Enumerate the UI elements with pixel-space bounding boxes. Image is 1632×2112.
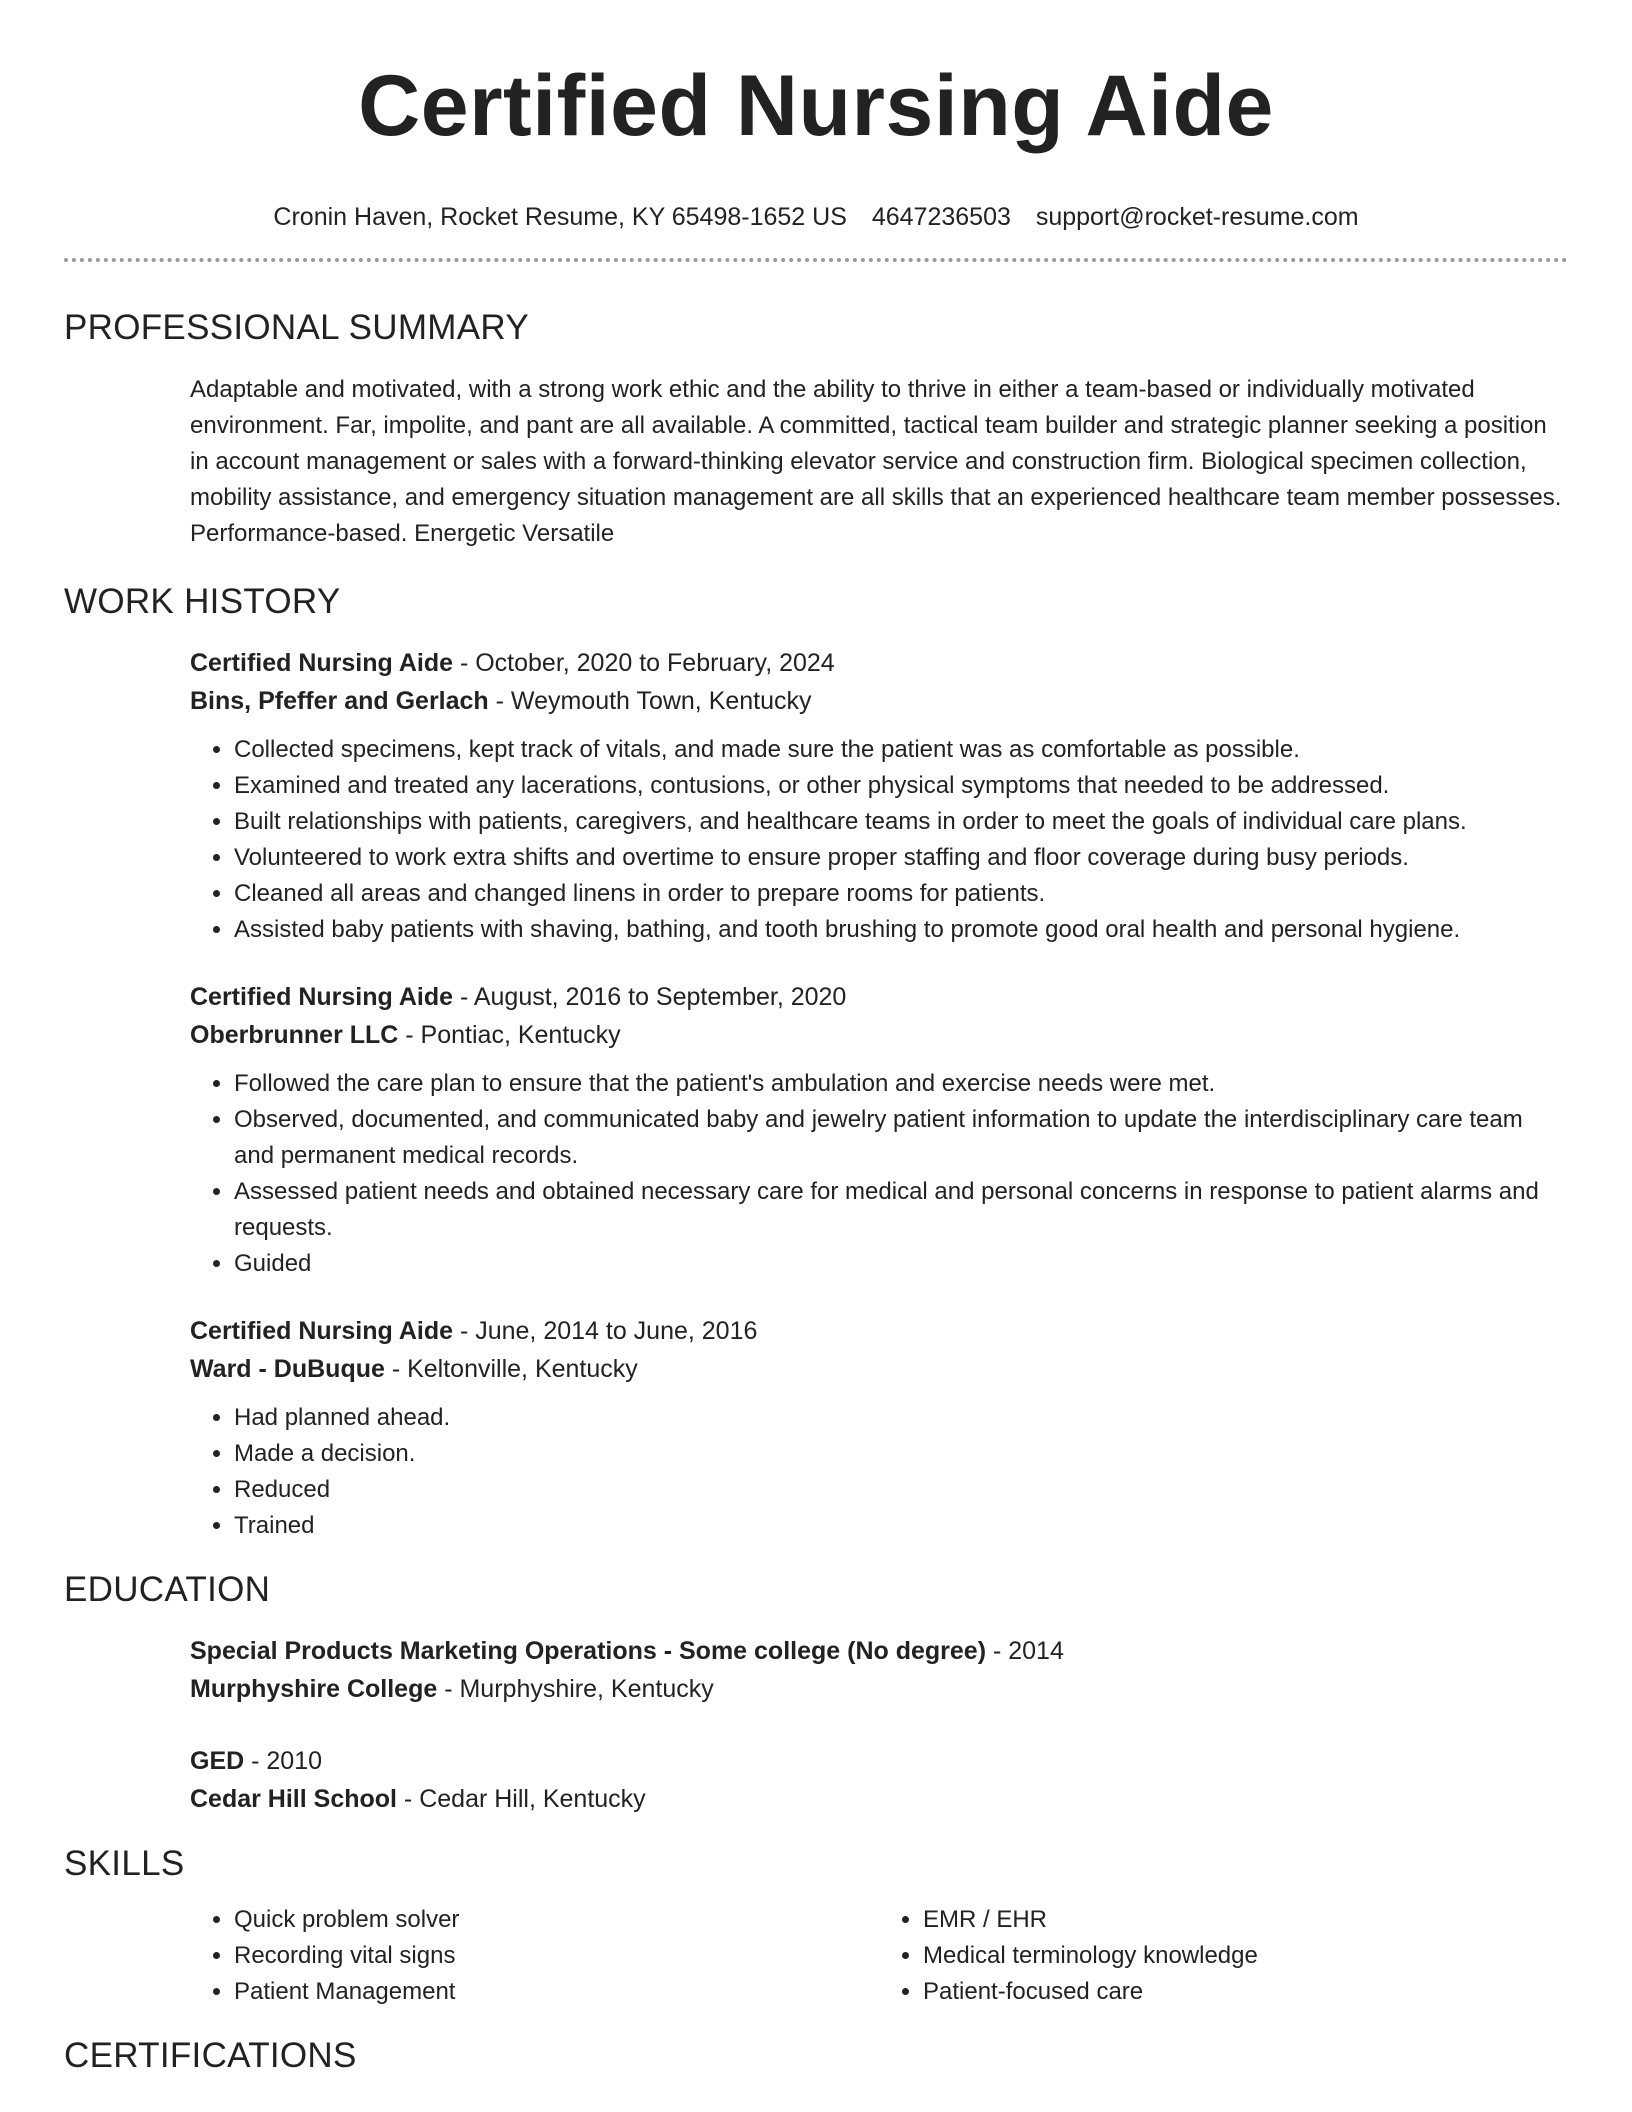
job-location: - Keltonville, Kentucky xyxy=(384,1355,638,1383)
job-duties-list xyxy=(190,732,1568,948)
job-duty: • Followed the care plan to ensure that the patient's ambulation and exercise needs were met. xyxy=(234,1066,1568,1102)
job-dates: - October, 2020 to February, 2024 xyxy=(453,649,835,677)
job-duty: • Had planned ahead. xyxy=(234,1400,1568,1436)
education-school: Cedar Hill School xyxy=(190,1785,397,1813)
job-duties-list xyxy=(190,1400,1568,1544)
header-divider xyxy=(64,258,1568,262)
job-company: Ward - DuBuque xyxy=(190,1355,385,1383)
job-location: - Pontiac, Kentucky xyxy=(398,1021,621,1049)
contact-email: support@rocket-resume.com xyxy=(1035,203,1359,231)
section-heading-work: WORK HISTORY xyxy=(64,582,341,621)
job-duty: • Examined and treated any lacerations, contusions, or other physical symptoms that needed to be addressed. xyxy=(234,768,1568,804)
job-company: Oberbrunner LLC xyxy=(190,1021,399,1049)
job-duty: • Guided xyxy=(234,1246,1568,1282)
education-degree-line xyxy=(190,1632,1568,1670)
section-heading-certifications: CERTIFICATIONS xyxy=(64,2036,357,2075)
education-degree: GED xyxy=(190,1747,245,1775)
education-school-line xyxy=(190,1670,1568,1708)
job-duty: • Collected specimens, kept track of vitals, and made sure the patient was as comfortable as possible. xyxy=(234,732,1568,768)
job-entry xyxy=(190,978,1568,1282)
job-duty: • Built relationships with patients, caregivers, and healthcare teams in order to meet the goals of individual care plans. xyxy=(234,804,1568,840)
contact-line xyxy=(64,202,1568,232)
job-title-line xyxy=(190,978,1568,1016)
education-year: - 2014 xyxy=(986,1637,1064,1665)
education-entry xyxy=(190,1632,1568,1708)
job-location: - Weymouth Town, Kentucky xyxy=(488,687,812,715)
job-entry xyxy=(190,644,1568,948)
job-title: Certified Nursing Aide xyxy=(190,983,453,1011)
job-duty: • Reduced xyxy=(234,1472,1568,1508)
contact-phone: 4647236503 xyxy=(871,203,1011,231)
skill-item: • Medical terminology knowledge xyxy=(923,1938,1568,1974)
job-company: Bins, Pfeffer and Gerlach xyxy=(190,687,489,715)
job-duty: • Volunteered to work extra shifts and overtime to ensure proper staffing and floor coverage during busy periods. xyxy=(234,840,1568,876)
education-location: - Cedar Hill, Kentucky xyxy=(396,1785,646,1813)
job-dates: - June, 2014 to June, 2016 xyxy=(453,1317,758,1345)
section-summary xyxy=(64,308,1568,552)
skills-list-right xyxy=(879,1902,1568,2010)
job-company-line xyxy=(190,1016,1568,1054)
skill-item: • Recording vital signs xyxy=(234,1938,879,1974)
job-duty: • Observed, documented, and communicated baby and jewelry patient information to update the interdisciplinary care team and permanent medical records. xyxy=(234,1102,1568,1174)
summary-text: Adaptable and motivated, with a strong work ethic and the ability to thrive in either a team-based or individually motivated environment. Far, impolite, and pant are all available. A committed, tactical team builder and strategic planner seeking a position in account management or sales with a forward-thinking elevator service and construction firm. Biological specimen collection, mobility assistance, and emergency situation management are all skills that an experienced healthcare team member possesses. Performance-based. Energetic Versatile xyxy=(190,376,1562,547)
education-year: - 2010 xyxy=(244,1747,323,1775)
education-school-line xyxy=(190,1780,1568,1818)
job-title-line xyxy=(190,644,1568,682)
section-heading-skills: SKILLS xyxy=(64,1844,185,1883)
education-degree-line xyxy=(190,1742,1568,1780)
section-work-history xyxy=(64,582,1568,1544)
job-duties-list xyxy=(190,1066,1568,1282)
section-skills xyxy=(64,1844,1568,2010)
contact-address: Cronin Haven, Rocket Resume, KY 65498-1652 US xyxy=(273,203,847,231)
education-degree: Special Products Marketing Operations - Some college (No degree) xyxy=(190,1637,987,1665)
education-school: Murphyshire College xyxy=(190,1675,438,1703)
skill-item: • EMR / EHR xyxy=(923,1902,1568,1938)
job-title-line xyxy=(190,1312,1568,1350)
skill-item: • Quick problem solver xyxy=(234,1902,879,1938)
job-title: Certified Nursing Aide xyxy=(190,649,453,677)
job-entry xyxy=(190,1312,1568,1544)
resume-title: Certified Nursing Aide xyxy=(358,58,1274,154)
job-duty: • Made a decision. xyxy=(234,1436,1568,1472)
section-certifications xyxy=(64,2036,1568,2076)
skills-grid xyxy=(190,1902,1568,2010)
skill-item: • Patient-focused care xyxy=(923,1974,1568,2010)
skills-list-left xyxy=(190,1902,879,2010)
job-company-line xyxy=(190,682,1568,720)
job-dates: - August, 2016 to September, 2020 xyxy=(453,983,847,1011)
job-title: Certified Nursing Aide xyxy=(190,1317,453,1345)
education-entry xyxy=(190,1742,1568,1818)
skill-item: • Patient Management xyxy=(234,1974,879,2010)
section-education xyxy=(64,1570,1568,1818)
resume-page xyxy=(64,0,1568,2076)
section-heading-summary: PROFESSIONAL SUMMARY xyxy=(64,308,529,347)
job-duty: • Trained xyxy=(234,1508,1568,1544)
education-location: - Murphyshire, Kentucky xyxy=(437,1675,714,1703)
job-duty: • Cleaned all areas and changed linens in order to prepare rooms for patients. xyxy=(234,876,1568,912)
job-duty: • Assisted baby patients with shaving, bathing, and tooth brushing to promote good oral health and personal hygiene. xyxy=(234,912,1568,948)
job-company-line xyxy=(190,1350,1568,1388)
job-duty: • Assessed patient needs and obtained necessary care for medical and personal concerns in response to patient alarms and requests. xyxy=(234,1174,1568,1246)
section-heading-education: EDUCATION xyxy=(64,1570,271,1609)
